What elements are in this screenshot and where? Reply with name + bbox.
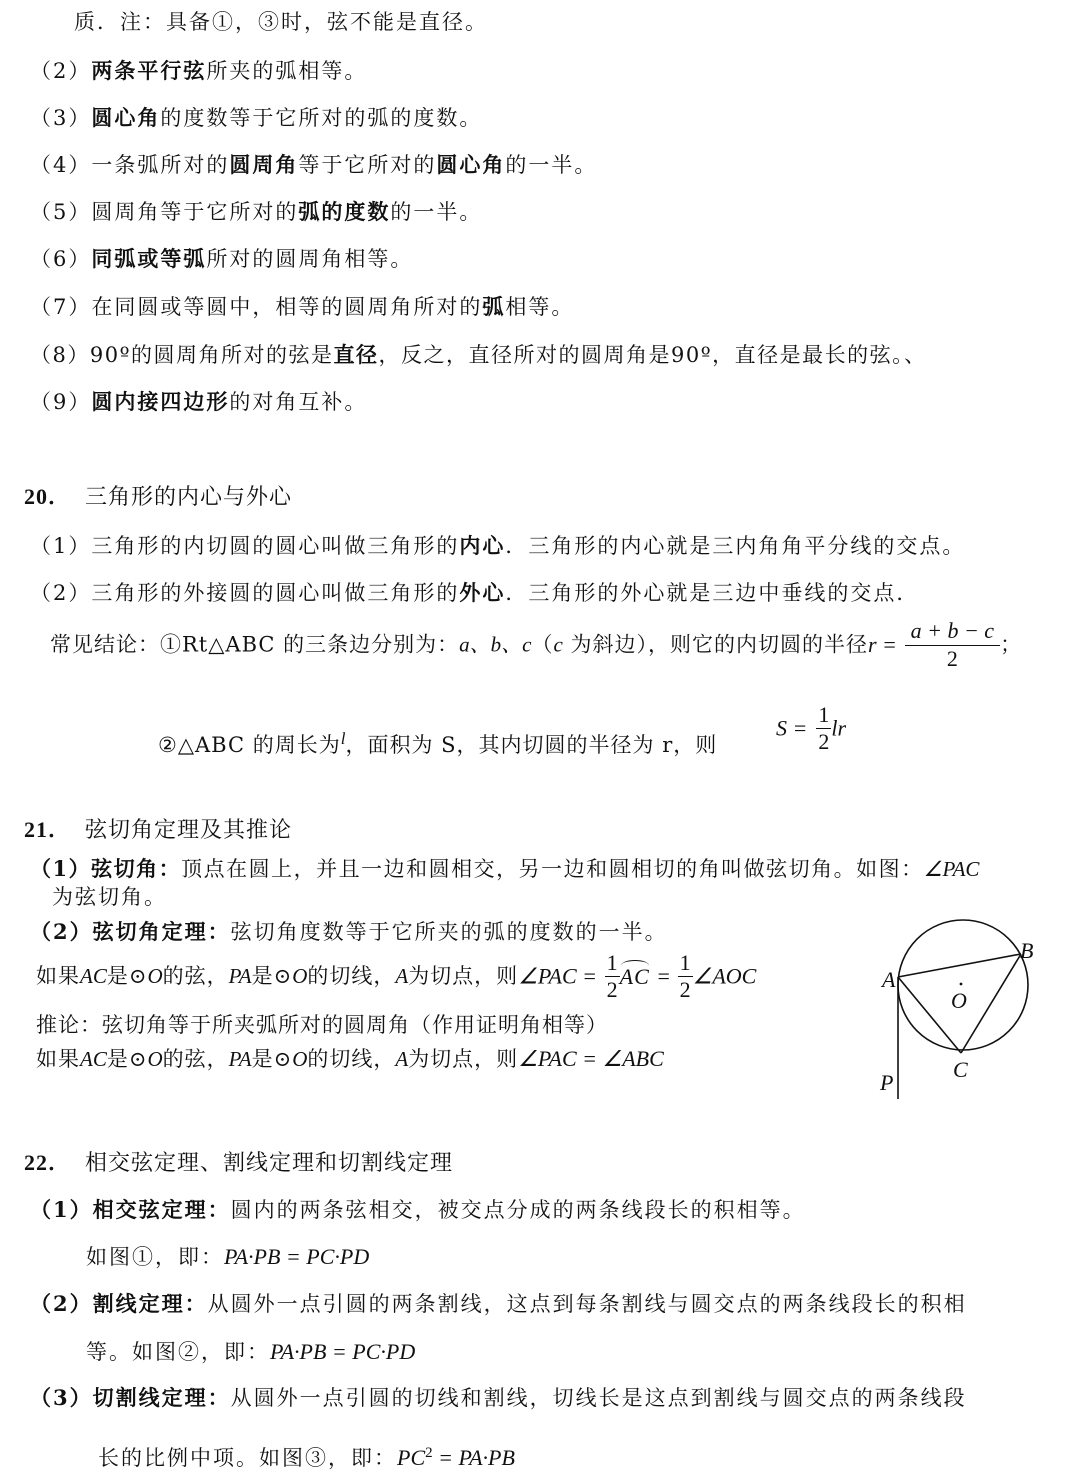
conclusion-2 (158, 729, 718, 757)
point-a: A (395, 1047, 409, 1071)
item-number: （2） (30, 919, 93, 944)
circumcenter-definition (30, 582, 919, 604)
item-number: （3） (30, 1385, 93, 1410)
text: 的弦， (162, 964, 229, 988)
bold-term: 弦切角： (91, 856, 182, 881)
circle-o: O (147, 964, 163, 988)
tangent-secant-theorem (30, 1387, 967, 1409)
chord-ab (898, 954, 1021, 977)
angle-pac: ∠PAC (923, 857, 980, 881)
secant-formula (86, 1341, 415, 1363)
fraction-denominator: 2 (946, 646, 958, 671)
label-o: O (951, 988, 967, 1013)
half-fraction (605, 952, 620, 1001)
item-text: 相等。 (505, 295, 575, 319)
item-number: （8） (30, 343, 90, 367)
text: 的切线， (307, 1047, 396, 1071)
item-number: （2） (30, 581, 92, 605)
theorem-item-2 (30, 60, 367, 82)
conclusion-text: ②△ABC 的周长为 (158, 733, 341, 757)
item-text: 从圆外一点引圆的切线和割线，切线长是这点到割线与圆交点的两条线段 (230, 1386, 967, 1410)
tangent-chord-angle-theorem (30, 921, 668, 943)
figure-ref: 等。如图②，即： (86, 1340, 270, 1364)
item-text: 圆内的两条弦相交，被交点分成的两条线段长的积相等。 (230, 1198, 806, 1222)
item-text: 90º的圆周角所对的弦是 (89, 343, 334, 367)
bold-term: 弧的度数 (298, 199, 391, 224)
item-number: （1） (30, 1197, 93, 1222)
section-title: 相交弦定理、割线定理和切割线定理 (85, 1150, 454, 1175)
bold-term: 圆心角 (436, 152, 506, 177)
theorem-item-6 (30, 248, 413, 270)
fraction-denominator: 2 (818, 729, 830, 754)
circle-o: O (147, 1047, 163, 1071)
bold-term: 相交弦定理： (92, 1197, 231, 1222)
item-text: ．三角形的内心就是三内角角平分线的交点。 (505, 534, 966, 558)
text: 是⊙ (106, 964, 148, 988)
bold-term: 直径 (333, 342, 379, 367)
secant-theorem (30, 1293, 967, 1315)
section-number: 22． (24, 1150, 72, 1175)
bold-term: 两条平行弦 (91, 58, 207, 83)
bold-term: 弦切角定理： (92, 919, 231, 944)
exponent: 2 (425, 1445, 433, 1461)
theorem-statement (36, 952, 756, 1001)
text: 是⊙ (251, 1047, 293, 1071)
circle-o: O (292, 1047, 308, 1071)
conclusion-text: ，面积为 S，其内切圆的半径为 r，则 (345, 733, 718, 757)
item-text: ．三角形的外心就是三边中垂线的交点． (505, 581, 920, 605)
theorem-item-9 (30, 391, 367, 413)
section-number: 20． (24, 484, 72, 509)
fraction-denominator: 2 (679, 977, 691, 1002)
circle-shape (898, 920, 1028, 1050)
fraction-numerator: 1 (606, 950, 618, 975)
radius-lhs: r = (867, 632, 897, 657)
text: 是⊙ (251, 964, 293, 988)
formula-rhs: = PA·PB (432, 1445, 515, 1470)
intersecting-chords-formula (86, 1246, 369, 1268)
item-text: 的一半。 (390, 200, 483, 224)
continuation-note: 质．注：具备①，③时，弦不能是直径。 (74, 10, 488, 34)
item-text: 三角形的外接圆的圆心叫做三角形的 (91, 581, 460, 605)
bold-term: 同弧或等弧 (91, 246, 207, 271)
theorem-item-4 (30, 154, 597, 176)
theorem-item-3 (30, 107, 482, 129)
item-number: （4） (30, 153, 92, 177)
label-c: C (953, 1057, 968, 1082)
text: 为切点，则 (408, 1047, 519, 1071)
bold-term: 切割线定理： (92, 1385, 231, 1410)
bold-term: 割线定理： (92, 1291, 208, 1316)
section-21-heading (24, 819, 292, 841)
chord-bc (961, 954, 1021, 1053)
formula: PA·PB = PC·PD (224, 1244, 370, 1269)
formula: PA·PB = PC·PD (270, 1339, 416, 1364)
label-a: A (882, 967, 896, 992)
side-variables: a、b、c (459, 632, 532, 657)
corollary: 推论：弦切角等于所夹弧所对的圆周角（作用证明角相等） (36, 1013, 608, 1037)
bold-term: 弧 (482, 294, 506, 319)
center-dot (960, 983, 963, 986)
point-a: A (395, 964, 409, 988)
intersecting-chords-theorem (30, 1199, 806, 1221)
item-number: （6） (30, 247, 92, 271)
item-number: （1） (30, 856, 92, 881)
chord-ac: AC (80, 1047, 107, 1071)
text: 是⊙ (106, 1047, 148, 1071)
label-p: P (880, 1070, 894, 1095)
item-text: 三角形的内切圆的圆心叫做三角形的 (91, 534, 460, 558)
theorem-item-5 (30, 201, 482, 223)
item-text: 圆周角等于它所对的 (91, 200, 299, 224)
item-text: 的一半。 (505, 153, 598, 177)
tangent-chord-angle-definition (30, 858, 979, 880)
text: 如果 (36, 964, 80, 988)
circle-o: O (292, 964, 308, 988)
item-text: ，反之，直径所对的圆周角是90º，直径是最长的弦。、 (378, 343, 927, 367)
item-text: 从圆外一点引圆的两条割线，这点到每条割线与圆交点的两条线段长的积相 (207, 1292, 967, 1316)
area-rhs: lr (831, 715, 847, 741)
hypotenuse-var: c (553, 632, 563, 657)
section-title: 弦切角定理及其推论 (85, 817, 293, 842)
text: 为切点，则 (408, 964, 519, 988)
item-number: （7） (30, 295, 92, 319)
conclusion-text: 常见结论：①Rt△ABC 的三条边分别为： (50, 632, 460, 657)
section-number: 21． (24, 817, 72, 842)
angle-equality: ∠PAC = ∠ABC (518, 1046, 664, 1071)
theorem-item-7 (30, 296, 574, 318)
angle-pac-eq: ∠PAC = (518, 963, 597, 989)
tangent-pa: PA (228, 964, 252, 988)
bold-term: 圆心角 (91, 105, 161, 130)
tangent-chord-figure (860, 900, 1080, 1110)
item-text: 所对的圆周角相等。 (206, 247, 414, 271)
conclusion-text: 为斜边），则它的内切圆的半径 (562, 632, 868, 657)
fraction-numerator: a + b − c (905, 620, 1000, 646)
item-number: （2） (30, 59, 92, 83)
item-number: （1） (30, 534, 92, 558)
half-fraction (678, 952, 693, 1001)
section-20-heading (24, 486, 292, 508)
tangent-pa: PA (228, 1047, 252, 1071)
bold-term: 外心 (459, 580, 506, 605)
chord-ac: AC (80, 964, 107, 988)
tangent-secant-formula (98, 1446, 515, 1469)
area-lhs: S = (776, 715, 808, 741)
section-title: 三角形的内心与外心 (85, 484, 293, 509)
item-number: （9） (30, 390, 92, 414)
half-fraction (816, 704, 831, 753)
fraction-numerator: 1 (818, 702, 830, 727)
text: 如果 (36, 1047, 80, 1071)
paren-open: （ (531, 632, 554, 657)
corollary-statement (36, 1048, 664, 1070)
item-number: （3） (30, 106, 92, 130)
bold-term: 圆周角 (229, 152, 299, 177)
item-text: 弦切角度数等于它所夹的弧的度数的一半。 (230, 920, 668, 944)
conclusion-1 (50, 620, 1022, 670)
item-text: 的对角互补。 (229, 390, 368, 414)
figure-ref: 长的比例中项。如图③，即： (98, 1446, 397, 1470)
arc-ac: AC (619, 963, 650, 989)
perimeter-var: l (340, 729, 346, 748)
text: 的切线， (307, 964, 396, 988)
item-number: （5） (30, 200, 92, 224)
item-text: 顶点在圆上，并且一边和圆相交，另一边和圆相切的角叫做弦切角。如图： (181, 857, 924, 881)
semicolon: ； (1000, 632, 1023, 657)
item-text: 的度数等于它所对的弧的度数。 (160, 106, 483, 130)
item-text: 一条弧所对的 (91, 153, 230, 177)
text: 的弦， (162, 1047, 229, 1071)
definition-wrap: 为弦切角。 (52, 885, 167, 909)
figure-ref: 如图①，即： (86, 1245, 224, 1269)
label-b: B (1020, 938, 1034, 963)
bold-term: 圆内接四边形 (91, 389, 230, 414)
formula-lhs: PC (397, 1445, 426, 1470)
equals: = (657, 963, 670, 989)
fraction-numerator: 1 (679, 950, 691, 975)
bold-term: 内心 (459, 533, 506, 558)
incenter-definition (30, 535, 965, 557)
radius-fraction (905, 620, 1000, 670)
area-formula (776, 704, 846, 753)
item-text: 所夹的弧相等。 (206, 59, 368, 83)
item-number: （2） (30, 1291, 93, 1316)
section-22-heading (24, 1152, 453, 1174)
fraction-denominator: 2 (606, 977, 618, 1002)
item-text: 等于它所对的 (298, 153, 437, 177)
item-text: 在同圆或等圆中，相等的圆周角所对的 (91, 295, 483, 319)
theorem-item-8 (30, 344, 927, 366)
angle-aoc: ∠AOC (692, 963, 757, 989)
